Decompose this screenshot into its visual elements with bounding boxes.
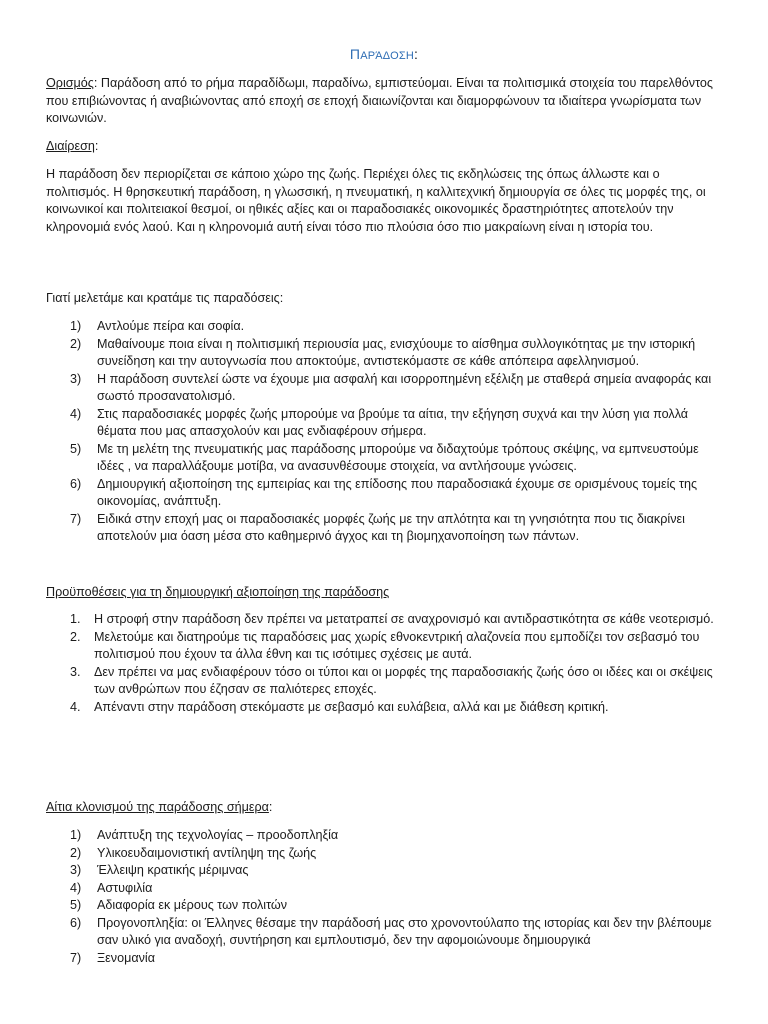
list-item-number: 2. xyxy=(70,629,81,644)
list-item-number: 1. xyxy=(70,612,81,626)
list-item-text: Αστυφιλία xyxy=(97,880,153,895)
definition-colon: : xyxy=(93,76,98,90)
title-rest: ΑΡΆΔΟΣΗ xyxy=(360,50,415,62)
list-item xyxy=(70,897,720,915)
list-item-text: Αδιαφορία εκ μέρους των πολιτών xyxy=(97,898,288,912)
division-heading xyxy=(46,138,722,156)
list-item xyxy=(70,318,720,336)
list-item-text: Ειδικά στην εποχή μας οι παραδοσιακές μορφές ζωής με την απλότητα και τη γνησιότητα που τις διακρίνει αποτελούν μια όαση μέσα στο καθημερινό άγχος και τη βιομηχανοποίηση των πάντων. xyxy=(97,511,685,543)
list-item xyxy=(70,476,720,511)
list-item-text: Δημιουργική αξιοποίηση της εμπειρίας και της επίδοσης που παραδοσιακά έχουμε σε ορισμένους τομείς της οικονομίας, ανάπτυξη. xyxy=(97,476,698,508)
division-paragraph: Η παράδοση δεν περιορίζεται σε κάποιο χώρο της ζωής. Περιέχει όλες τις εκδηλώσεις της όπως άλλωστε και ο πολιτισμός. Η θρησκευτική παράδοση, η γλωσσική, η πνευματική, η καλλιτεχνική δημιουργία σε όλες τις μορφές της, οι κοινωνικοί και πολιτειακοί θεσμοί, οι ηθικές αξίες και οι παραδοσιακές οικονομικές δραστηριότητες αποτελούν την κληρονομιά ενός λαού. Και η κληρονομιά αυτή είναι τόσο πιο πλούσια όσο πιο μακραίωνη είναι η ιστορία του. xyxy=(46,167,706,234)
list-item-text: Υλικοευδαιμονιστική αντίληψη της ζωής xyxy=(97,845,317,860)
list-item-number: 2) xyxy=(70,845,82,860)
list-item xyxy=(70,371,720,406)
list-item-number: 3) xyxy=(70,371,82,386)
why-list xyxy=(70,318,720,546)
list-item-number: 4. xyxy=(70,699,81,714)
causes-heading-text: Αίτια κλονισμού της παράδοσης σήμερα xyxy=(46,800,269,814)
causes-heading xyxy=(46,799,722,817)
page-title xyxy=(0,46,768,66)
list-item-text: Αντλούμε πείρα και σοφία. xyxy=(97,319,245,333)
list-item xyxy=(70,441,720,476)
list-item-number: 6) xyxy=(70,915,82,930)
list-item-number: 3) xyxy=(70,863,82,877)
list-item-number: 4) xyxy=(70,880,82,895)
list-item xyxy=(70,950,720,968)
list-item-text: Με τη μελέτη της πνευματικής μας παράδοσης μπορούμε να διδαχτούμε τρόπους σκέψης, να εμπνευστούμε ιδέες , να παραλλάξουμε μοτίβα, να ανασυνθέσουμε στοιχεία, να αντλήσουμε γνώσεις. xyxy=(97,441,699,473)
list-item xyxy=(67,664,717,699)
list-item-number: 6) xyxy=(70,476,82,491)
list-item xyxy=(67,611,717,629)
prerequisites-heading-text: Προϋποθέσεις για τη δημιουργική αξιοποίηση της παράδοσης xyxy=(46,585,390,599)
list-item-number: 3. xyxy=(70,664,81,679)
list-item-text: Δεν πρέπει να μας ενδιαφέρουν τόσο οι τύποι και οι μορφές της παραδοσιακής ζωής όσο οι ιδέες και οι σκέψεις των ανθρώπων που έζησαν σε παλιότερες εποχές. xyxy=(94,664,713,696)
list-item xyxy=(67,629,717,664)
list-item-number: 1) xyxy=(70,828,82,842)
list-item-number: 5) xyxy=(70,441,82,456)
causes-list xyxy=(70,827,720,967)
list-item-number: 2) xyxy=(70,336,82,351)
list-item-text: Η στροφή στην παράδοση δεν πρέπει να μετατραπεί σε αναχρονισμό και αντιδραστικότητα σε κάθε νεοτερισμό. xyxy=(94,612,714,626)
division-label: Διαίρεση xyxy=(46,139,95,153)
list-item-text: Προγονοπληξία: οι Έλληνες θέσαμε την παράδοσή μας στο χρονοντούλαπο της ιστορίας και δεν την βλέπουμε σαν υλικό για αναδοχή, συντήρηση και εμπλουτισμό, δεν την αφομοιώνουμε δημιουργικά xyxy=(97,915,712,947)
division-colon: : xyxy=(94,139,99,153)
list-item xyxy=(70,845,720,863)
prerequisites-heading xyxy=(46,584,722,602)
prerequisites-list xyxy=(67,611,717,716)
list-item xyxy=(70,862,720,880)
list-item-text: Μελετούμε και διατηρούμε τις παραδόσεις μας χωρίς εθνοκεντρική αλαζονεία που εμποδίζει τον σεβασμό του πολιτισμού που έχουν τα άλλα έθνη και τις ισότιμες σχέσεις με αυτά. xyxy=(94,629,700,661)
list-item-text: Ανάπτυξη της τεχνολογίας – προοδοπληξία xyxy=(97,828,339,842)
list-item-number: 7) xyxy=(70,511,82,526)
definition-text: Παράδοση από το ρήμα παραδίδωμι, παραδίνω, εμπιστεύομαι. Είναι τα πολιτισμικά στοιχεία του παρελθόντος που επιβιώνοντας ή αναβιώνοντας από εποχή σε εποχή διαιωνίζονται και διαμορφώνουν τα ιδιαίτερα γνωρίσματα των κοινωνιών. xyxy=(46,76,713,125)
list-item-number: 5) xyxy=(70,898,82,912)
why-heading: Γιατί μελετάμε και κρατάμε τις παραδόσεις: xyxy=(46,291,284,305)
list-item-text: Στις παραδοσιακές μορφές ζωής μπορούμε να βρούμε τα αίτια, την εξήγηση συχνά και την λύση για πολλά θέματα που μας απασχολούν και μας ενδιαφέρουν σήμερα. xyxy=(97,406,689,438)
list-item xyxy=(70,915,720,950)
list-item-text: Απέναντι στην παράδοση στεκόμαστε με σεβασμό και ευλάβεια, αλλά και με διάθεση κριτική. xyxy=(94,699,609,714)
list-item xyxy=(70,880,720,898)
title-initial: Π xyxy=(349,46,361,62)
list-item-number: 7) xyxy=(70,950,82,965)
list-item-number: 4) xyxy=(70,406,82,421)
title-colon: : xyxy=(414,46,419,62)
list-item-text: Έλλειψη κρατικής μέριμνας xyxy=(97,863,249,877)
list-item-number: 1) xyxy=(70,319,82,333)
list-item-text: Μαθαίνουμε ποια είναι η πολιτισμική περιουσία μας, ενισχύουμε το αίσθημα συλλογικότητας με την ιστορική συνείδηση και την αυτογνωσία που αποκτούμε, αντιστεκόμαστε σε κάθε απόπειρα αφελληνισμού. xyxy=(97,336,696,368)
list-item xyxy=(70,336,720,371)
definition-paragraph xyxy=(46,75,722,128)
list-item xyxy=(70,827,720,845)
list-item xyxy=(70,511,720,546)
definition-label: Ορισμός xyxy=(46,76,94,90)
list-item xyxy=(70,406,720,441)
list-item-text: Ξενομανία xyxy=(97,950,156,965)
list-item-text: Η παράδοση συντελεί ώστε να έχουμε μια ασφαλή και ισορροπημένη εξέλιξη με σταθερά σημεία αναφοράς και σωστό προσανατολισμό. xyxy=(97,371,712,403)
causes-colon: : xyxy=(268,800,273,814)
list-item xyxy=(67,699,717,717)
